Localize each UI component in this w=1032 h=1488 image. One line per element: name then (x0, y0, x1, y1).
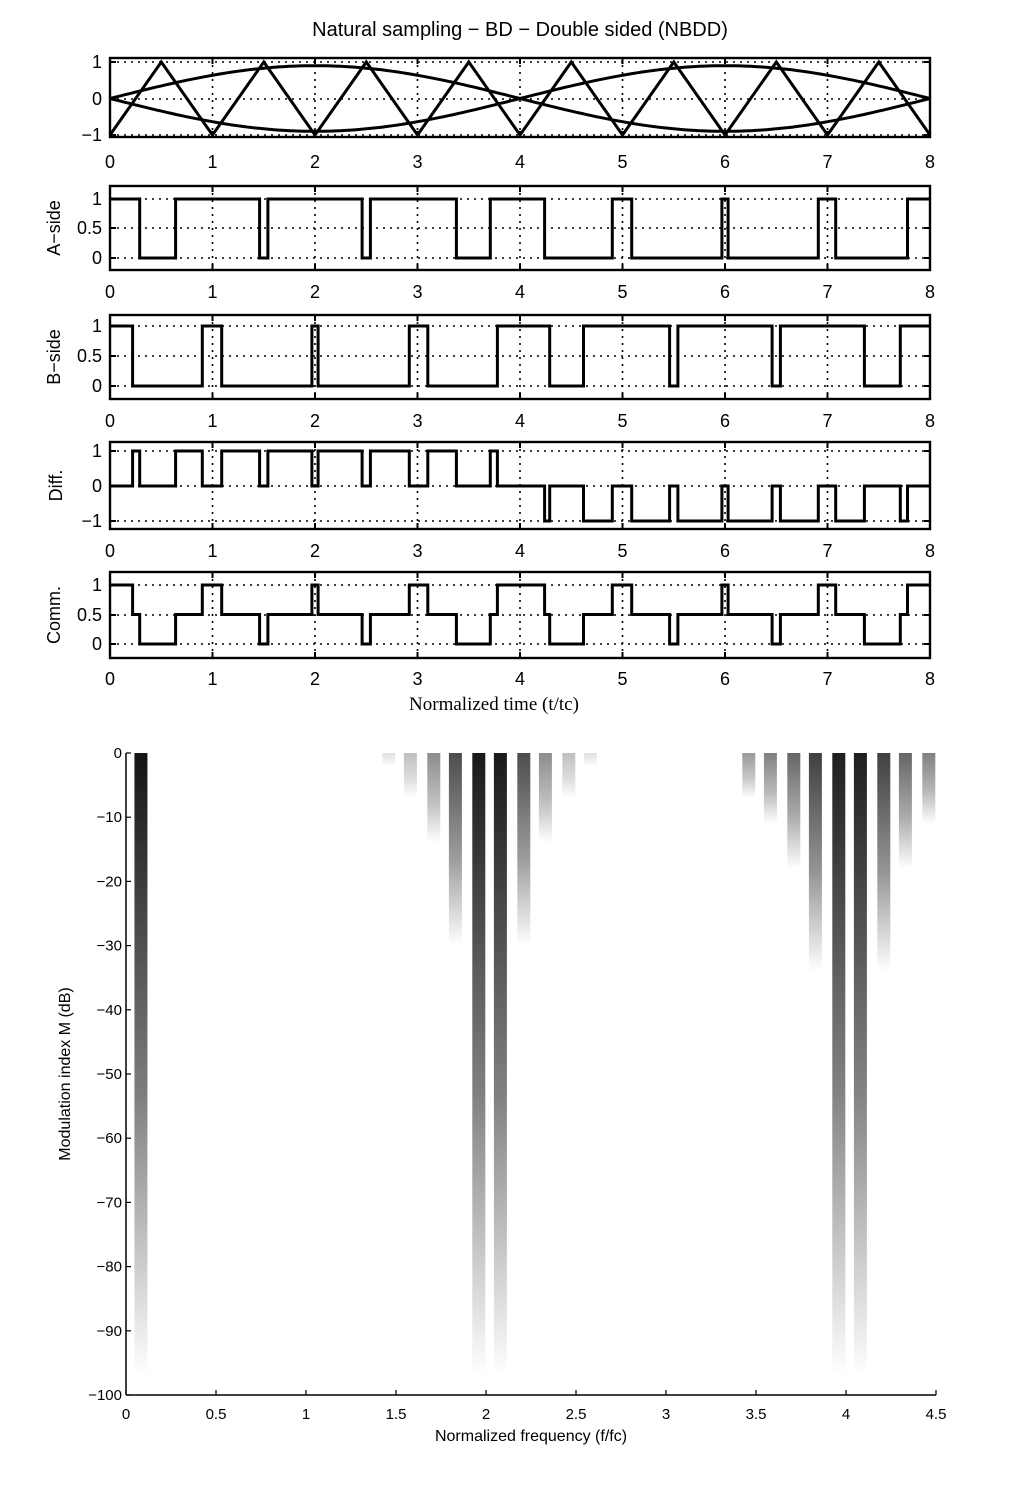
y-tick-label: −1 (81, 511, 102, 531)
x-tick-label: 8 (924, 411, 936, 431)
x-tick-label: 2.5 (565, 1406, 587, 1423)
x-tick-label: 2 (309, 411, 321, 431)
x-tick-label: 3 (412, 282, 423, 302)
y-tick-label: −70 (96, 1194, 122, 1212)
x-tick-label: 2 (481, 1406, 491, 1423)
spectrum-panel (57, 745, 946, 1445)
y-tick-label: −20 (96, 873, 122, 891)
x-tick-label: 8 (924, 152, 936, 172)
y-tick-label: −10 (96, 809, 122, 827)
y-tick-label: 1 (91, 316, 102, 336)
x-tick-label: 6 (719, 411, 731, 431)
spectrum-bar (517, 753, 530, 946)
figure-title: Natural sampling − BD − Double sided (NBDD) (312, 19, 728, 41)
x-tick-label: 1 (207, 152, 218, 172)
x-tick-label: 3 (661, 1406, 671, 1423)
panel-1 (81, 52, 935, 172)
x-tick-label: 4.5 (925, 1406, 947, 1423)
x-tick-label: 4 (514, 669, 526, 689)
y-tick-label: 0 (113, 745, 122, 762)
spectrum-y-label: Modulation index M (dB) (57, 987, 74, 1161)
y-tick-label: 1 (91, 52, 102, 72)
y-tick-label: −40 (96, 1001, 122, 1019)
spectrum-bar (787, 753, 800, 869)
x-tick-label: 0 (104, 282, 116, 302)
x-tick-label: 8 (924, 669, 936, 689)
spectrum-bar (382, 753, 395, 766)
x-tick-label: 5 (617, 669, 628, 689)
x-tick-label: 6 (719, 282, 731, 302)
spectrum-bar (472, 753, 485, 1376)
spectrum-bar (539, 753, 552, 843)
x-tick-label: 6 (719, 541, 731, 561)
spectrum-bar (584, 753, 597, 766)
x-tick-label: 1 (207, 541, 218, 561)
y-tick-label: −50 (96, 1066, 122, 1083)
x-tick-label: 2 (309, 152, 321, 172)
panel-3 (44, 315, 935, 431)
x-tick-label: 2 (309, 282, 321, 302)
y-tick-label: 1 (91, 441, 102, 461)
x-tick-label: 3 (412, 411, 423, 431)
spectrum-bar (877, 753, 890, 971)
series-step-1 (110, 451, 930, 521)
x-tick-label: 7 (822, 541, 833, 561)
y-tick-label: 1 (91, 575, 102, 595)
spectrum-bar (427, 753, 440, 843)
spectrum-bar (809, 753, 822, 971)
x-tick-label: 5 (617, 282, 628, 302)
x-tick-label: 1 (207, 282, 218, 302)
y-tick-label: 0.5 (76, 346, 102, 366)
x-tick-label: 6 (719, 669, 731, 689)
x-tick-label: 5 (617, 411, 628, 431)
y-axis-label: B−side (44, 329, 64, 385)
spectrum-bar (832, 753, 845, 1376)
series-step-1 (110, 326, 930, 386)
x-tick-label: 3.5 (745, 1406, 767, 1423)
spectrum-bar (494, 753, 507, 1376)
y-tick-label: 0.5 (76, 218, 102, 238)
y-tick-label: 0 (91, 89, 102, 109)
x-tick-label: 4 (514, 411, 526, 431)
spectrum-bar (922, 753, 935, 824)
x-tick-label: 1.5 (385, 1406, 407, 1423)
y-tick-label: 0 (91, 248, 102, 268)
spectrum-bar (899, 753, 912, 869)
x-tick-label: 5 (617, 541, 628, 561)
spectrum-bar (764, 753, 777, 824)
spectrum-bar (404, 753, 417, 798)
y-tick-label: 0.5 (76, 605, 102, 625)
x-tick-label: 4 (514, 152, 526, 172)
x-tick-label: 3 (412, 669, 423, 689)
x-tick-label: 7 (822, 282, 833, 302)
panel-5 (44, 572, 935, 715)
y-tick-label: 0 (91, 634, 102, 654)
x-tick-label: 0 (104, 411, 116, 431)
spectrum-bar (742, 753, 755, 798)
x-tick-label: 2 (309, 541, 321, 561)
spectrum-x-label: Normalized frequency (f/fc) (434, 1428, 628, 1445)
y-axis-label: Comm. (44, 586, 64, 644)
spectrum-bar (134, 753, 147, 1376)
x-tick-label: 4 (514, 282, 526, 302)
x-tick-label: 2 (309, 669, 321, 689)
y-tick-label: 0 (91, 376, 102, 396)
x-tick-label: 0 (104, 669, 116, 689)
x-tick-label: 1 (207, 411, 218, 431)
y-axis-label: A−side (44, 200, 64, 256)
y-tick-label: −60 (96, 1130, 122, 1148)
x-tick-label: 6 (719, 152, 731, 172)
x-tick-label: 7 (822, 411, 833, 431)
x-tick-label: 0 (104, 541, 116, 561)
x-tick-label: 0.5 (205, 1406, 227, 1423)
x-tick-label: 8 (924, 541, 936, 561)
y-axis-label: Diff. (46, 469, 66, 502)
x-tick-label: 0 (121, 1406, 131, 1423)
x-tick-label: 1 (301, 1406, 311, 1423)
x-tick-label: 3 (412, 152, 423, 172)
x-tick-label: 7 (822, 152, 833, 172)
x-tick-label: 4 (514, 541, 526, 561)
y-tick-label: −90 (96, 1322, 122, 1340)
y-tick-label: 1 (91, 189, 102, 209)
panel-2 (44, 186, 935, 302)
x-tick-label: 8 (924, 282, 936, 302)
x-tick-label: 5 (617, 152, 628, 172)
x-axis-label: Normalized time (t/tc) (409, 694, 579, 715)
x-tick-label: 0 (104, 152, 116, 172)
y-tick-label: −80 (96, 1258, 122, 1276)
y-tick-label: −1 (81, 125, 102, 145)
spectrum-bar (449, 753, 462, 946)
x-tick-label: 4 (841, 1406, 851, 1423)
x-tick-label: 7 (822, 669, 833, 689)
y-tick-label: −30 (96, 937, 122, 955)
y-tick-label: 0 (91, 476, 102, 496)
y-tick-label: −100 (88, 1387, 122, 1404)
spectrum-bar (854, 753, 867, 1376)
panel-4 (46, 441, 935, 561)
x-tick-label: 1 (207, 669, 218, 689)
spectrum-bar (562, 753, 575, 798)
x-tick-label: 3 (412, 541, 423, 561)
